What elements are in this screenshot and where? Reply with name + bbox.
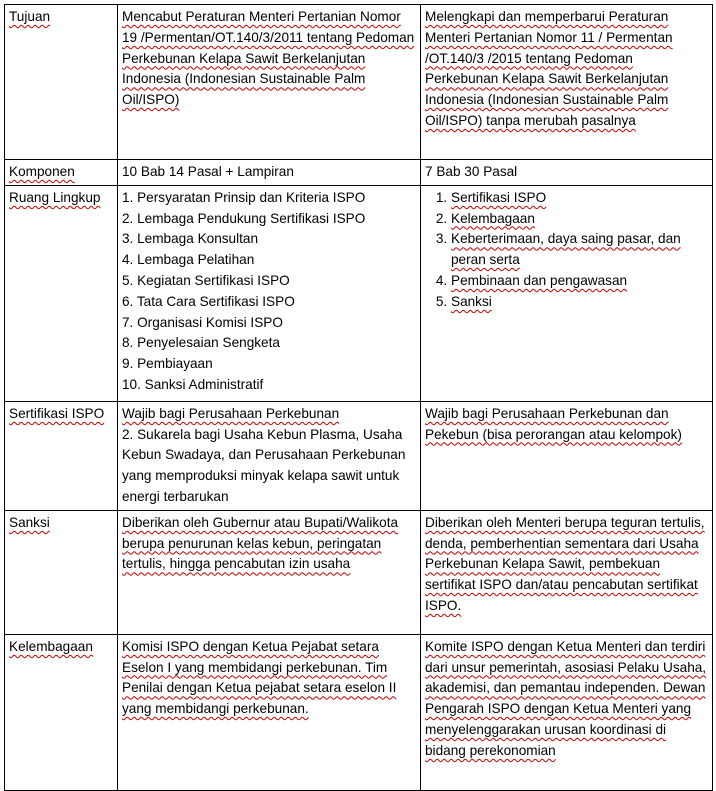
cell-old-ruang-lingkup bbox=[118, 185, 421, 401]
cell-old-kelembagaan: Komisi ISPO dengan Ketua Pejabat setara Eselon I yang membidangi perkebunan. Tim Penilai dengan Ketua pejabat setara eselon II yang membidangi perkebunan. bbox=[118, 634, 421, 790]
list-item: 2. Lembaga Pendukung Sertifikasi ISPO bbox=[122, 210, 366, 226]
table-row-komponen bbox=[5, 160, 713, 186]
list-item: 9. Pembiayaan bbox=[122, 356, 213, 372]
list-item: 2. Kelembagaan bbox=[451, 209, 708, 230]
list-item: 6. Tata Cara Sertifikasi ISPO bbox=[122, 293, 295, 309]
cell-new-komponen: 7 Bab 30 Pasal bbox=[421, 160, 713, 186]
list-item: 5. Sanksi bbox=[451, 292, 708, 313]
list-item: 8. Penyelesaian Sengketa bbox=[122, 335, 280, 351]
list-item: 7. Organisasi Komisi ISPO bbox=[122, 314, 283, 330]
cell-old-sertifikasi bbox=[118, 401, 421, 510]
new-scope-list bbox=[425, 188, 708, 313]
cell-new-sertifikasi: Wajib bagi Perusahaan Perkebunan dan Pekebun (bisa perorangan atau kelompok) bbox=[421, 401, 713, 510]
row-label-sanksi: Sanksi bbox=[5, 510, 118, 634]
list-item: 4. Pembinaan dan pengawasan bbox=[451, 271, 708, 292]
row-label-sertifikasi: Sertifikasi ISPO bbox=[5, 401, 118, 510]
list-item: 5. Kegiatan Sertifikasi ISPO bbox=[122, 272, 290, 288]
table-row-sertifikasi bbox=[5, 401, 713, 510]
table-row-tujuan bbox=[5, 5, 713, 160]
cell-old-sanksi: Diberikan oleh Gubernur atau Bupati/Walikota berupa penurunan kelas kebun, peringatan tertulis, hingga pencabutan izin usaha bbox=[118, 510, 421, 634]
list-item: 4. Lembaga Pelatihan bbox=[122, 252, 255, 268]
table-row-ruang-lingkup bbox=[5, 185, 713, 401]
table-row-kelembagaan bbox=[5, 634, 713, 790]
list-item: 1. Persyaratan Prinsip dan Kriteria ISPO bbox=[122, 189, 366, 205]
list-item: 3. Lembaga Konsultan bbox=[122, 231, 259, 247]
cell-old-tujuan: Mencabut Peraturan Menteri Pertanian Nomor 19 /Permentan/OT.140/3/2011 tentang Pedoman Perkebunan Kelapa Sawit Berkelanjutan Indonesia (Indonesian Sustainable Palm Oil/ISPO) bbox=[118, 5, 421, 160]
row-label-tujuan: Tujuan bbox=[5, 5, 118, 160]
table-row-sanksi bbox=[5, 510, 713, 634]
old-cert-line1: Wajib bagi Perusahaan Perkebunan bbox=[122, 405, 340, 421]
row-label-komponen: Komponen bbox=[5, 160, 118, 186]
list-item: 1. Sertifikasi ISPO bbox=[451, 188, 708, 209]
comparison-table bbox=[4, 4, 713, 791]
row-label-kelembagaan: Kelembagaan bbox=[5, 634, 118, 790]
list-item: 10. Sanksi Administratif bbox=[122, 376, 264, 392]
cell-new-kelembagaan: Komite ISPO dengan Ketua Menteri dan terdiri dari unsur pemerintah, asosiasi Pelaku Usaha, akademisi, dan pemantau independen. Dewan Pengarah ISPO dengan Ketua Menteri yang menyelenggarakan urusan koordinasi di bidang perekonomian bbox=[421, 634, 713, 790]
cell-new-tujuan: Melengkapi dan memperbarui Peraturan Menteri Pertanian Nomor 11 / Permentan /OT.140/3 /2015 tentang Pedoman Perkebunan Kelapa Sawit Berkelanjutan Indonesia (Indonesian Sustainable Palm Oil/ISPO) tanpa merubah pasalnya bbox=[421, 5, 713, 160]
cell-new-sanksi: Diberikan oleh Menteri berupa teguran tertulis, denda, pemberhentian sementara dari Usaha Perkebunan Kelapa Sawit, pembekuan sertifikat ISPO dan/atau pencabutan sertifikat ISPO. bbox=[421, 510, 713, 634]
old-scope-list bbox=[122, 188, 416, 396]
cell-new-ruang-lingkup bbox=[421, 185, 713, 401]
cell-old-komponen: 10 Bab 14 Pasal + Lampiran bbox=[118, 160, 421, 186]
row-label-ruang-lingkup: Ruang Lingkup bbox=[5, 185, 118, 401]
list-item: 3. Keberterimaan, daya saing pasar, dan peran serta bbox=[451, 229, 708, 271]
old-cert-line2: 2. Sukarela bagi Usaha Kebun Plasma, Usaha Kebun Swadaya, dan Perusahaan Perkebunan yang memproduksi minyak kelapa sawit untuk energi terbarukan bbox=[122, 426, 406, 504]
